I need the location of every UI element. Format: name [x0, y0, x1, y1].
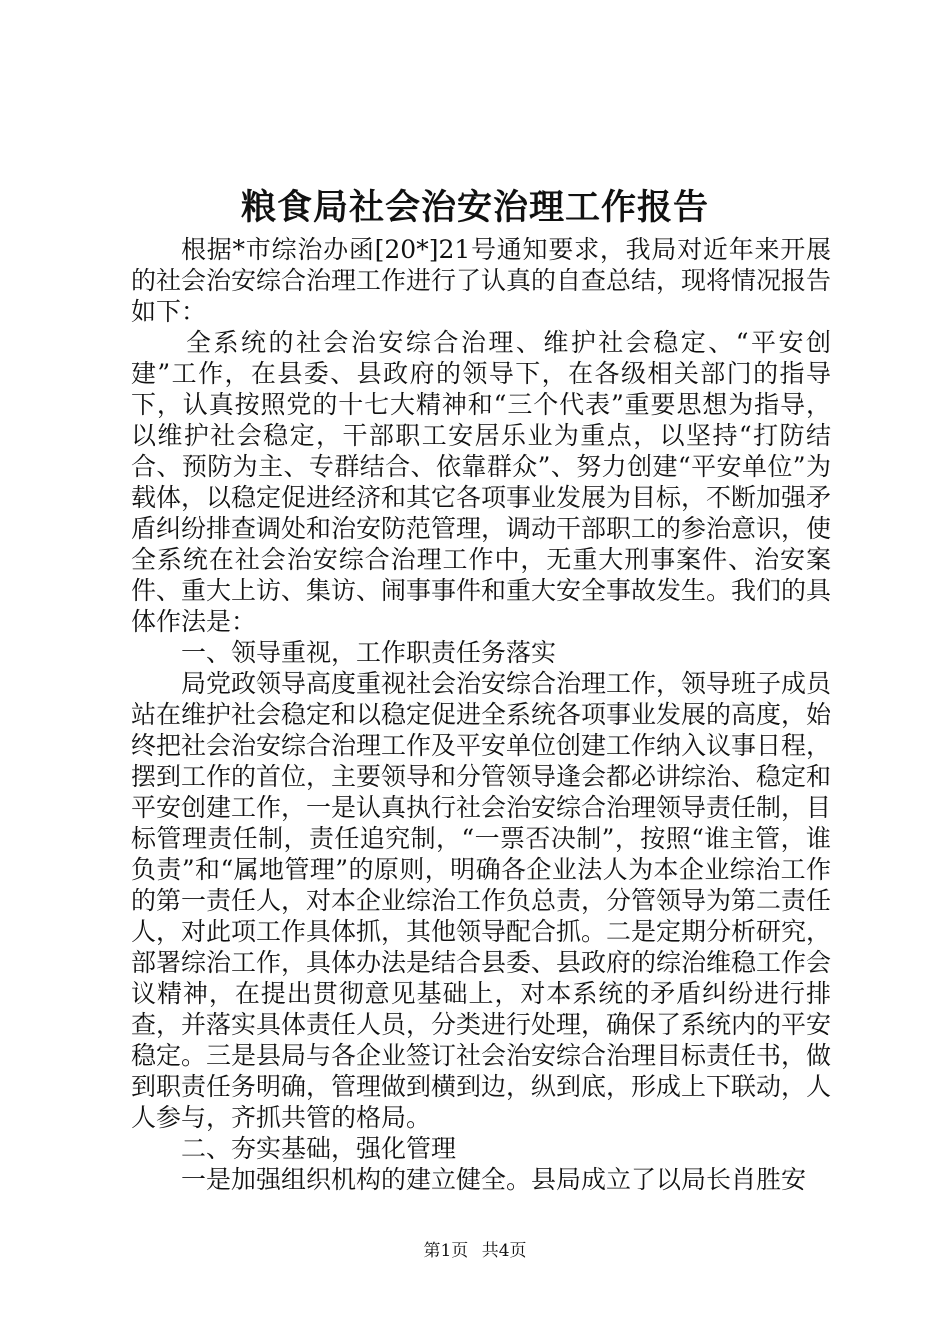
section-heading-1: 一、领导重视，工作职责任务落实: [181, 638, 557, 667]
page-number: 第1页: [423, 1241, 469, 1261]
section-1-paragraph: 局党政领导高度重视社会治安综合治理工作，领导班子成员站在维护社会稳定和以稳定促进全系统各项事业发展的高度，始终把社会治安综合治理工作及平安单位创建工作纳入议事日程，摆到工作的首位，主要领导和分管领导逢会都必讲综治、稳定和平安创建工作，一是认真执行社会治安综合治理领导责任制，目标管理责任制，责任追究制，“一票否决制”，按照“谁主管，谁负责”和“属地管理”的原则，明确各企业法人为本企业综治工作的第一责任人，对本企业综治工作负总责，分管领导为第二责任人，对此项工作具体抓，其他领导配合抓。二是定期分析研究，部署综治工作，具体办法是结合县委、县政府的综治维稳工作会议精神，在提出贯彻意见基础上，对本系统的矛盾纠纷进行排查，并落实具体责任人员，分类进行处理，确保了系统内的平安稳定。三是县局与各企业签订社会治安综合治理目标责任书，做到职责任务明确，管理做到横到边，纵到底，形成上下联动，人人参与，齐抓共管的格局。: [131, 669, 832, 1132]
document-title: 粮食局社会治安治理工作报告: [240, 187, 709, 228]
overview-paragraph: 全系统的社会治安综合治理、维护社会稳定、“平安创建”工作，在县委、县政府的领导下，在各级相关部门的指导下，认真按照党的十七大精神和“三个代表”重要思想为指导，以维护社会稳定，干部职工安居乐业为重点，以坚持“打防结合、预防为主、专群结合、依靠群众”、努力创建“平安单位”为载体，以稳定促进经济和其它各项事业发展为目标，不断加强矛盾纠纷排查调处和治安防范管理，调动干部职工的参治意识，使全系统在社会治安综合治理工作中，无重大刑事案件、治安案件、重大上访、集访、闹事事件和重大安全事故发生。我们的具体作法是：: [131, 328, 832, 636]
page-total: 共4页: [481, 1241, 527, 1261]
intro-paragraph: 根据*市综治办函[20*]21号通知要求，我局对近年来开展的社会治安综合治理工作进行了认真的自查总结，现将情况报告如下：: [131, 235, 832, 326]
section-2-paragraph: 一是加强组织机构的建立健全。县局成立了以局长肖胜安: [181, 1165, 807, 1194]
document-body: [131, 234, 831, 1195]
section-heading-2: 二、夯实基础，强化管理: [181, 1134, 457, 1163]
page-footer: [0, 1239, 950, 1263]
